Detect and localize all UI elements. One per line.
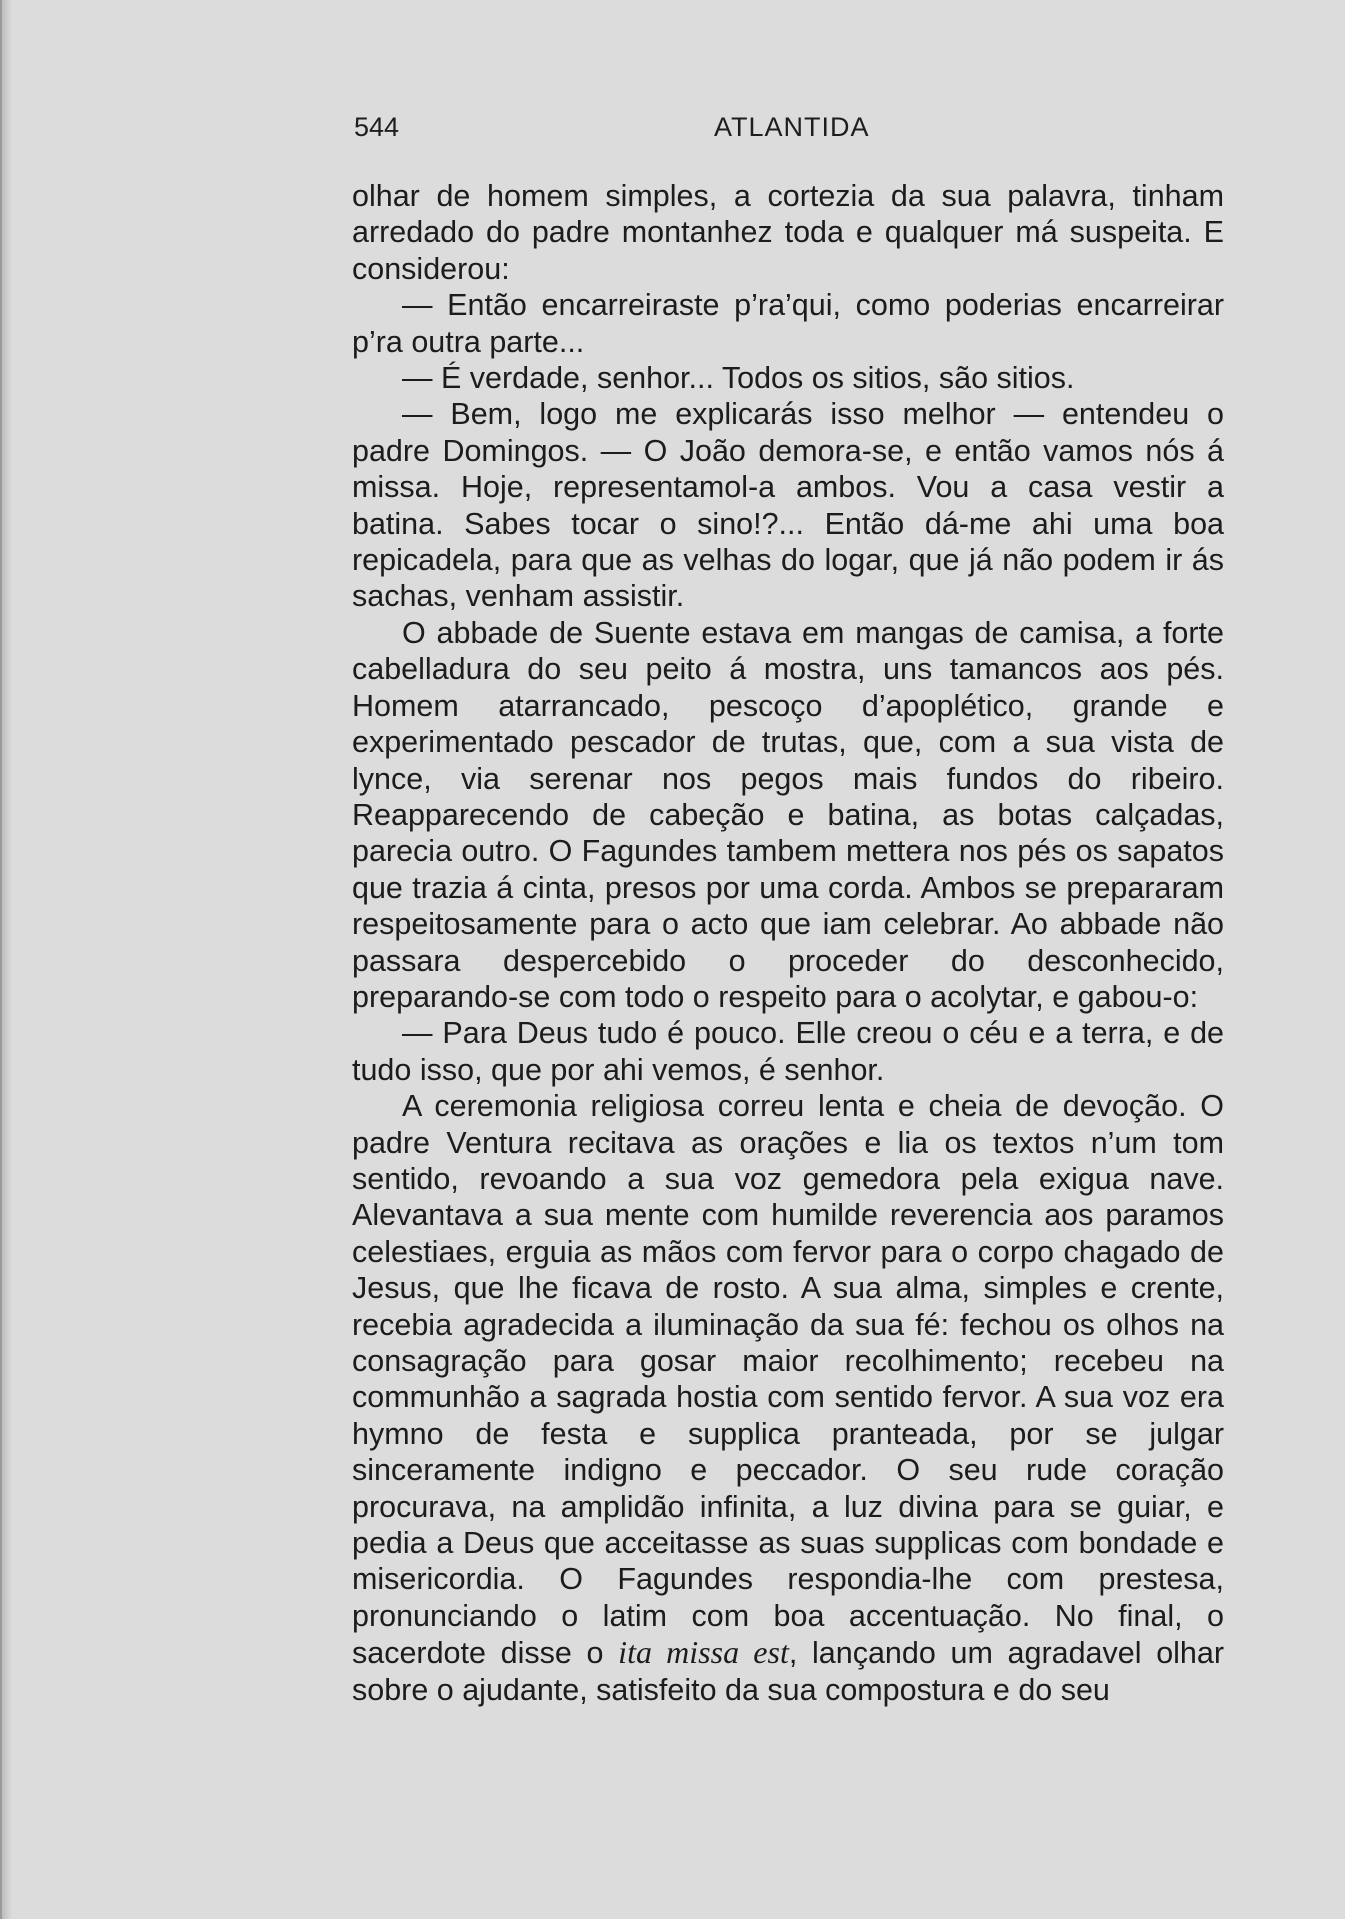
paragraph-text: , lançando um agradavel olhar sobre o ajudante, satisfeito da sua compostura e do seu bbox=[352, 1636, 1225, 1707]
latin-phrase: ita missa est bbox=[618, 1634, 789, 1671]
paragraph bbox=[352, 1015, 1224, 1088]
paragraph-text: — É verdade, senhor... Todos os sitios, são sitios. bbox=[402, 361, 1075, 396]
page-number: 544 bbox=[354, 112, 400, 142]
paragraph bbox=[352, 287, 1224, 360]
paragraph bbox=[352, 1088, 1224, 1708]
paragraph-text: A ceremonia religiosa correu lenta e cheia de devoção. O padre Ventura recitava as orações e lia os textos n’um tom sentido, revoando a sua voz gemedora pela exigua nave. Alevantava a sua mente com humilde reverencia aos paramos celestiaes, erguia as mãos com fervor para o corpo chagado de Jesus, que lhe ficava de rosto. A sua alma, simples e crente, recebia agradecida a iluminação da sua fé: fechou os olhos na consagração para gosar maior recolhimento; recebeu na communhão a sagrada hostia com sentido fervor. A sua voz era hymno de festa e supplica pranteada, por se julgar sinceramente indigno e peccador. O seu rude coração procurava, na amplidão infinita, a luz divina para se guiar, e pedia a Deus que acceitasse as suas supplicas com bondade e misericordia. O Fagundes respondia-lhe com prestesa, pronunciando o latim com boa accentuação. No final, o sacerdote disse o bbox=[352, 1089, 1224, 1671]
paragraph-text: olhar de homem simples, a cortezia da sua palavra, tinham arredado do padre montanhez toda e qualquer má suspeita. E considerou: bbox=[352, 179, 1224, 286]
running-title: ATLANTIDA bbox=[714, 112, 870, 142]
paragraph bbox=[352, 396, 1224, 614]
paragraph-text: — Para Deus tudo é pouco. Elle creou o céu e a terra, e de tudo isso, que por ahi vemos, é senhor. bbox=[352, 1016, 1224, 1087]
body-text bbox=[352, 178, 1224, 1708]
page-edge-shadow bbox=[2, 0, 12, 1919]
paragraph-text: — Então encarreiraste p’ra’qui, como poderias encarreirar p’ra outra parte... bbox=[352, 288, 1224, 359]
paragraph-text: — Bem, logo me explicarás isso melhor — entendeu o padre Domingos. — O João demora-se, e então vamos nós á missa. Hoje, representamol-a ambos. Vou a casa vestir a batina. Sabes tocar o sino!?... Então dá-me ahi uma boa repicadela, para que as velhas do logar, que já não podem ir ás sachas, venham assistir. bbox=[352, 397, 1224, 614]
paragraph bbox=[352, 615, 1224, 1015]
paragraph bbox=[352, 178, 1224, 287]
paragraph-text: O abbade de Suente estava em mangas de camisa, a forte cabelladura do seu peito á mostra, uns tamancos aos pés. Homem atarrancado, pescoço d’apoplético, grande e experimentado pescador de trutas, que, com a sua vista de lynce, via serenar nos pegos mais fundos do ribeiro. Reapparecendo de cabeção e batina, as botas calçadas, parecia outro. O Fagundes tambem mettera nos pés os sapatos que trazia á cinta, presos por uma corda. Ambos se prepararam respeitosamente para o acto que iam celebrar. Ao abbade não passara despercebido o proceder do desconhecido, preparando-se com todo o respeito para o acolytar, e gabou-o: bbox=[352, 615, 1224, 1014]
paragraph bbox=[352, 360, 1224, 396]
page-header bbox=[354, 112, 1230, 152]
